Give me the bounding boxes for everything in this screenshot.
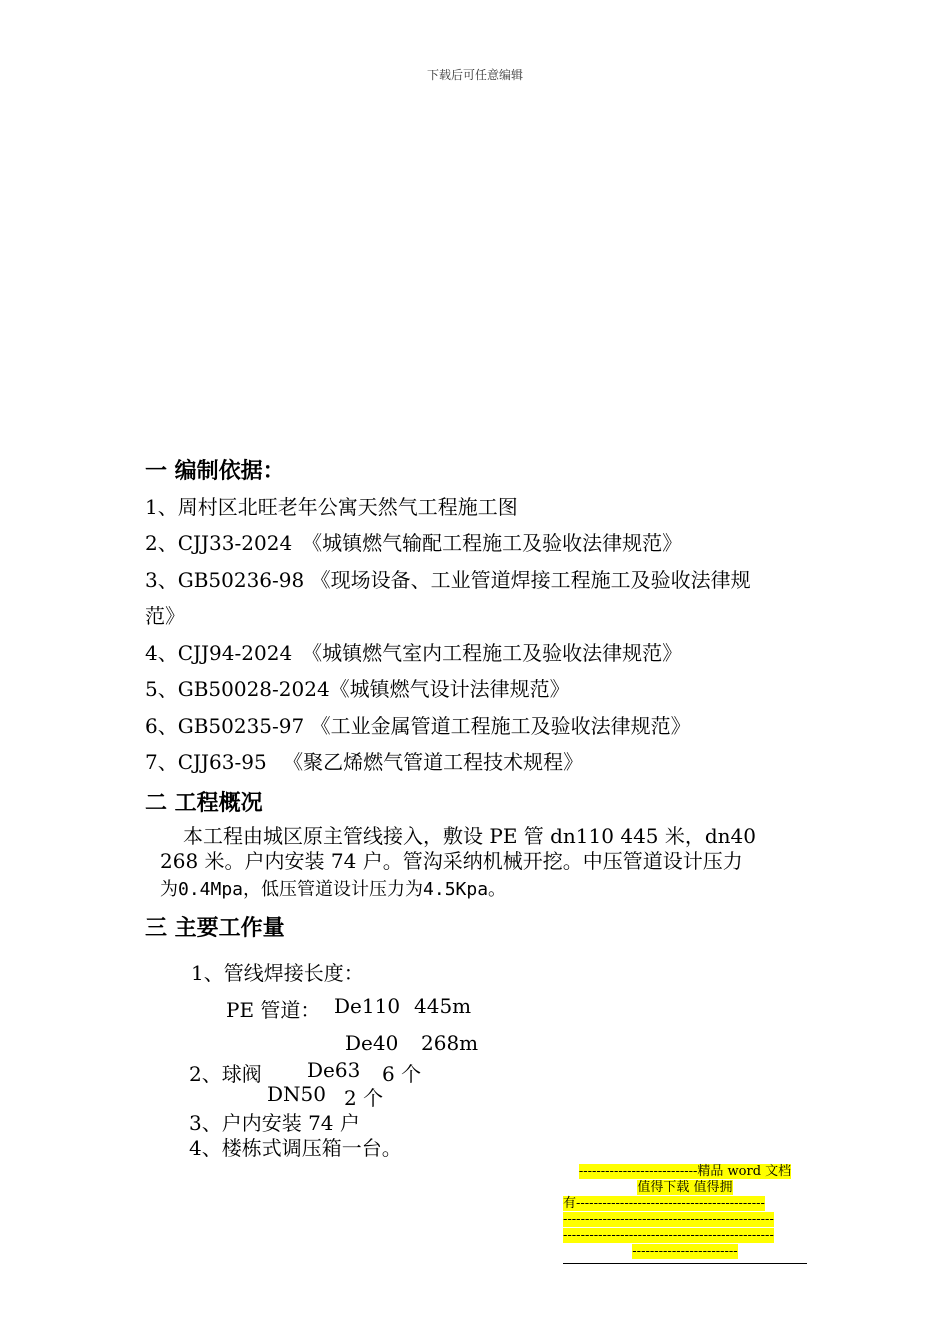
workload-item-2: 2、球阀: [189, 1062, 262, 1086]
valve-qty-1: 6 个: [382, 1062, 422, 1086]
basis-item-6: 6、GB50235-97 《工业金属管道工程施工及验收法律规范》: [145, 714, 691, 738]
footer-line-5: ------------------------------------------------: [563, 1228, 774, 1243]
pe-row2-length: 268m: [421, 1031, 479, 1055]
page-header: 下载后可任意编辑: [426, 68, 523, 82]
workload-item-3: 3、户内安装 74 户: [189, 1111, 360, 1135]
pe-row1-size: De110: [334, 994, 401, 1018]
section-title-overview: 二 工程概况: [145, 791, 263, 816]
workload-item-4: 4、楼栋式调压箱一台。: [189, 1136, 402, 1160]
footer-line-2: 值得下载 值得拥: [637, 1180, 733, 1195]
footer-note: [563, 1164, 807, 1260]
pe-row2-size: De40: [345, 1031, 399, 1055]
footer-line-4: ------------------------------------------------: [563, 1212, 774, 1227]
basis-item-2: 2、CJJ33-2024 《城镇燃气输配工程施工及验收法律规范》: [145, 531, 683, 555]
section-title-workload: 三 主要工作量: [145, 916, 285, 941]
section-title-basis: 一 编制依据：: [145, 459, 285, 484]
footer-line-3: 有-------------------------------------------: [563, 1196, 765, 1211]
basis-item-1: 1、周村区北旺老年公寓天然气工程施工图: [145, 495, 518, 519]
pe-row1-length: 445m: [414, 994, 472, 1018]
overview-line-2: 268 米。户内安装 74 户。管沟采纳机械开挖。中压管道设计压力: [160, 849, 743, 873]
footer-line-6: ------------------------: [632, 1244, 738, 1259]
basis-item-7: 7、CJJ63-95 《聚乙烯燃气管道工程技术规程》: [145, 750, 584, 774]
basis-item-5: 5、GB50028-2024《城镇燃气设计法律规范》: [145, 677, 570, 701]
basis-item-4: 4、CJJ94-2024 《城镇燃气室内工程施工及验收法律规范》: [145, 641, 683, 665]
footer-rule: [563, 1263, 807, 1264]
pe-pipe-label: PE 管道：: [226, 998, 321, 1022]
footer-line-1: ---------------------------精品 word 文档: [578, 1164, 792, 1179]
valve-qty-2: 2 个: [344, 1086, 384, 1110]
basis-item-3-cont: 范》: [145, 604, 185, 628]
workload-item-1: 1、管线焊接长度：: [191, 961, 364, 985]
overview-line-1: 本工程由城区原主管线接入，敷设 PE 管 dn110 445 米，dn40: [183, 824, 757, 848]
overview-line-3: 为0.4Mpa，低压管道设计压力为4.5Kpa。: [160, 879, 507, 900]
basis-item-3: 3、GB50236-98 《现场设备、工业管道焊接工程施工及验收法律规: [145, 568, 751, 592]
valve-size-2: DN50: [267, 1082, 326, 1106]
valve-size-1: De63: [307, 1058, 361, 1082]
